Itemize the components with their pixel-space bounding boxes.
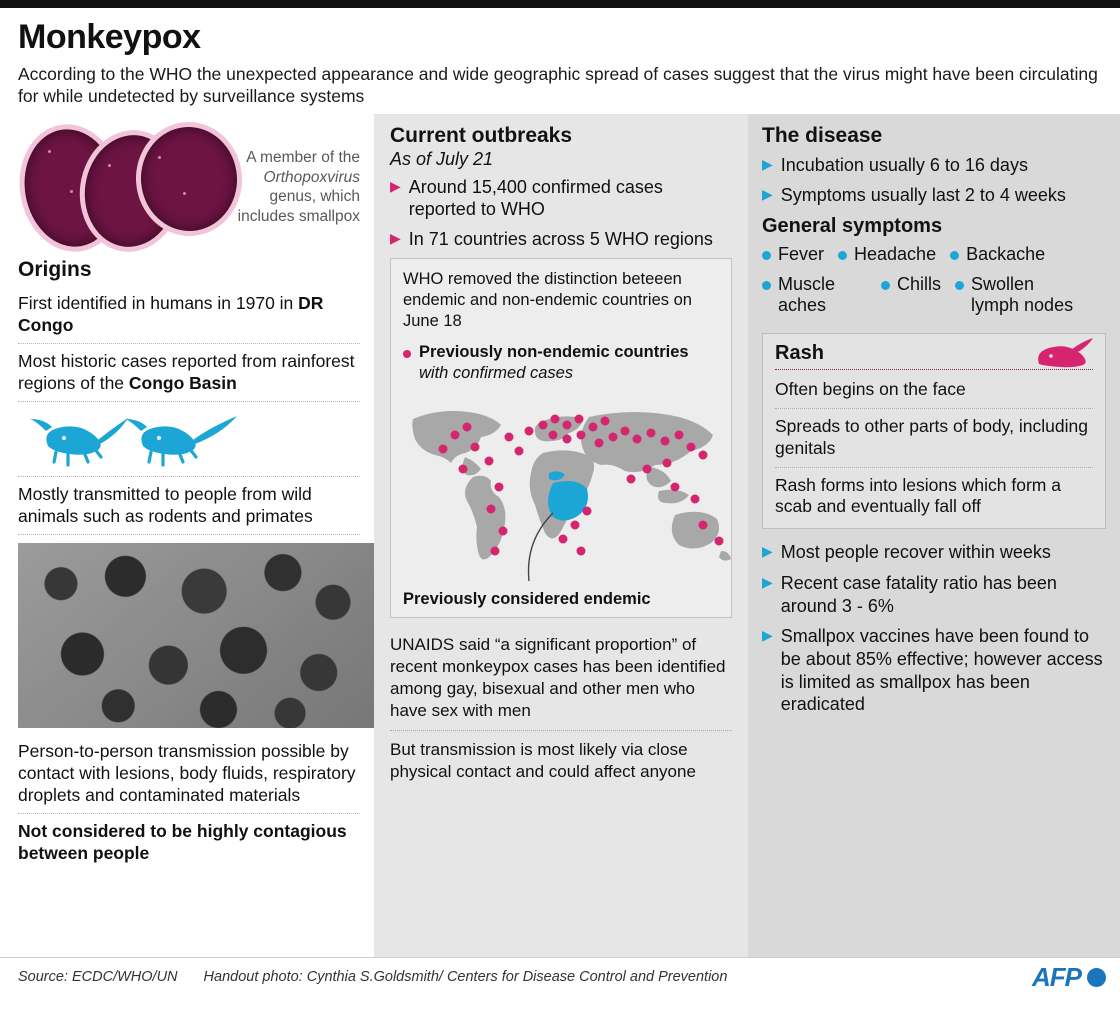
who-distinction-text: WHO removed the distinction beteeen endemic and non-endemic countries on June 18	[403, 269, 692, 331]
virus-particles-image	[18, 120, 223, 248]
outcome-bullet-text: Most people recover within weeks	[780, 542, 1051, 563]
symptom-label: Headache	[854, 244, 937, 265]
standfirst-text: According to the WHO the unexpected appearance and wide geographic spread of cases suggest that the virus might have been circulating for while undetected by surveillance systems	[18, 64, 1098, 107]
symptom-item	[955, 274, 1075, 317]
source-text: Source: ECDC/WHO/UN	[18, 969, 178, 986]
afp-logo-text: AFP	[1032, 961, 1081, 992]
disease-bullet	[762, 184, 1106, 207]
symptom-item	[950, 244, 1045, 266]
page-title: Monkeypox	[18, 18, 201, 56]
triangle-right-icon: ▶	[762, 543, 773, 560]
triangle-right-icon: ▶	[762, 186, 773, 203]
blue-dot-icon	[955, 281, 964, 290]
outcome-bullet	[762, 625, 1106, 716]
map-panel	[390, 258, 732, 619]
origins-text-2: Most historic cases reported from rainforest regions of the Congo Basin	[18, 344, 360, 402]
symptom-item	[881, 274, 941, 317]
current-outbreaks-heading: Current outbreaks	[390, 123, 573, 147]
rash-line: Often begins on the face	[775, 372, 1093, 409]
pink-dot-icon	[403, 350, 411, 358]
virus-caption	[229, 120, 360, 227]
blue-dot-icon	[838, 251, 847, 260]
outcome-bullet	[762, 572, 1106, 617]
triangle-right-icon: ▶	[762, 155, 773, 172]
unaids-note: UNAIDS said “a significant proportion” of recent monkeypox cases has been identified among gay, bisexual and other men who have sex with men	[390, 626, 732, 731]
symptom-label: Swollen lymph nodes	[971, 273, 1074, 316]
symptoms-list	[762, 244, 1106, 323]
disease-bullet	[762, 154, 1106, 177]
afp-logo-dot	[1087, 968, 1106, 987]
rash-panel	[762, 333, 1106, 529]
right-column	[748, 114, 1120, 957]
triangle-right-icon: ▶	[762, 573, 773, 590]
footer	[0, 957, 1120, 997]
disease-bullet-text: Incubation usually 6 to 16 days	[780, 154, 1028, 175]
disease-bullet-text: Symptoms usually last 2 to 4 weeks	[780, 185, 1066, 206]
symptom-item	[762, 274, 867, 317]
virus-caption-line1: A member of the	[246, 148, 360, 166]
afp-logo	[1032, 962, 1106, 993]
mouse-icon	[1033, 338, 1095, 377]
outcome-bullet	[762, 541, 1106, 564]
blue-dot-icon	[762, 281, 771, 290]
symptom-label: Chills	[897, 273, 942, 294]
symptom-label: Muscle aches	[778, 273, 836, 316]
virus-caption-line3: genus, which	[269, 188, 360, 206]
blue-dot-icon	[950, 251, 959, 260]
outbreak-bullet	[390, 176, 732, 221]
triangle-right-icon: ▶	[762, 627, 773, 644]
current-outbreaks-date: As of July 21	[390, 148, 494, 169]
origins-heading: Origins	[18, 257, 92, 281]
electron-micrograph-image	[18, 543, 376, 728]
outbreak-bullet-text: Around 15,400 confirmed cases reported to WHO	[408, 176, 663, 220]
transmission-text-1: Mostly transmitted to people from wild animals such as rodents and primates	[18, 477, 360, 535]
header	[0, 8, 1120, 114]
outcome-bullet-text: Smallpox vaccines have been found to be about 85% effective; however access is limited as smallpox has been eradicated	[780, 626, 1103, 715]
rash-line: Rash forms into lesions which form a scab and eventually fall off	[775, 474, 1061, 517]
legend-bold-text: Previously non-endemic countries	[419, 343, 689, 362]
rodent-silhouettes-icon	[28, 406, 248, 472]
symptom-label: Backache	[966, 244, 1046, 265]
outbreak-bullet-text: In 71 countries across 5 WHO regions	[408, 229, 713, 250]
rash-line: Spreads to other parts of body, including genitals	[775, 409, 1093, 468]
symptom-label: Fever	[778, 244, 825, 265]
outbreak-bullet	[390, 228, 732, 251]
world-map	[403, 391, 719, 586]
origins-region-2: Congo Basin	[128, 372, 237, 393]
triangle-right-icon: ▶	[390, 230, 401, 247]
virus-caption-line4: includes smallpox	[237, 208, 360, 226]
origins-country-1: DR Congo	[18, 292, 324, 335]
map-legend-label	[419, 342, 689, 383]
symptoms-heading: General symptoms	[762, 215, 943, 238]
legend-italic-text: with confirmed cases	[419, 363, 574, 382]
virus-illustration-block	[18, 120, 360, 250]
symptom-item	[838, 244, 936, 266]
outcome-bullet-text: Recent case fatality ratio has been around 3 - 6%	[780, 572, 1057, 616]
photo-credit-text: Handout photo: Cynthia S.Goldsmith/ Centers for Disease Control and Prevention	[203, 969, 728, 986]
transmission-note: But transmission is most likely via close physical contact and could affect anyone	[390, 740, 696, 782]
transmission-text-2: Person-to-person transmission possible by contact with lesions, body fluids, respiratory droplets and contaminated materials	[18, 734, 360, 814]
middle-column	[374, 114, 748, 957]
columns-container	[0, 114, 1120, 957]
top-rule	[0, 0, 1120, 8]
virus-caption-genus: Orthopoxvirus	[263, 168, 360, 186]
triangle-right-icon: ▶	[390, 177, 401, 194]
rash-title: Rash	[775, 342, 1093, 370]
symptom-item	[762, 244, 824, 266]
map-legend-nonendemic	[403, 342, 719, 383]
blue-dot-icon	[762, 251, 771, 260]
rodent-illustration	[18, 402, 360, 477]
blue-dot-icon	[881, 281, 890, 290]
disease-heading: The disease	[762, 123, 883, 147]
origins-text-1: First identified in humans in 1970 in DR Congo	[18, 286, 360, 344]
map-endemic-caption: Previously considered endemic	[403, 590, 651, 609]
left-column	[0, 114, 374, 957]
transmission-text-3: Not considered to be highly contagious between people	[18, 821, 347, 864]
world-map-svg	[403, 391, 741, 586]
